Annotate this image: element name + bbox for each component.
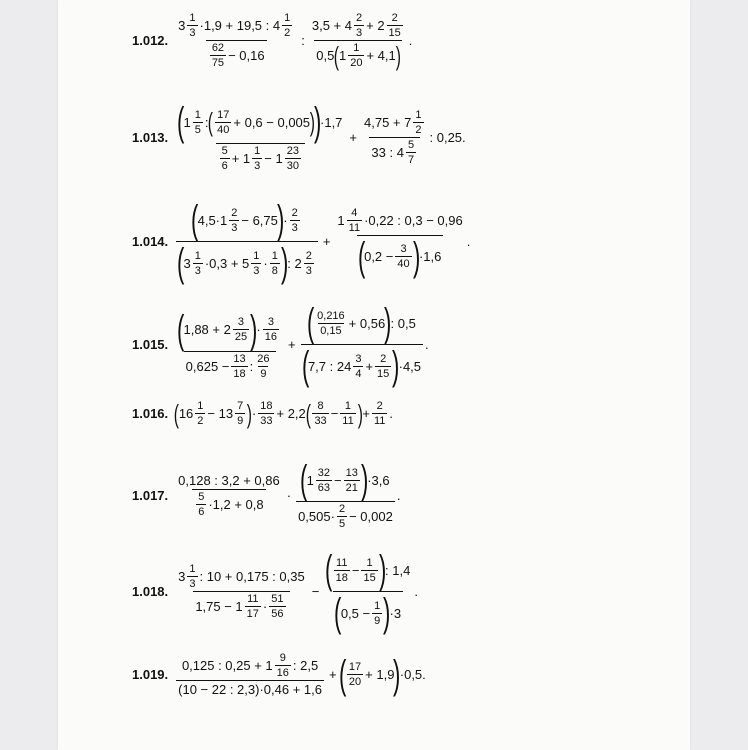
problem-1-015 (132, 303, 429, 386)
problem-number: 1.019. (132, 667, 169, 682)
expression: 0,128 : 3,2 + 0,86 $\frac{5}{6}$ ·1,2 + 0,8 · ( 1 $\frac{32}{63}$ − $\frac{13}{21}$ ) ·3,6 0,505· $\frac{2}{5}$ − 0,002 . (178, 458, 401, 530)
problem-number: 1.017. (132, 487, 169, 503)
expression: ( 16 $\frac{1}{2}$ − 13 $\frac{7}{9}$ ) · $\frac{18}{33}$ + 2,2 ( $\frac{8}{33}$ − $\frac{1}{11}$ ) + $\frac{2}{11}$ . (173, 398, 394, 429)
fraction: 3,5 + 4 $\frac{2}{3}$ + 2 $\frac{2}{15}$ 0,5 ( 1 $\frac{1}{20}$ + 4,1 ) (311, 12, 401, 71)
problem-1-012 (132, 12, 412, 69)
problem-number: 1.015. (132, 337, 169, 352)
problem-1-016 (132, 400, 393, 427)
expression: 3 $\frac{1}{3}$ : 10 + 0,175 : 0,35 1,75 − 1 $\frac{11}{17}$ · $\frac{51}{56}$ − ( $\frac{11}{18}$ − $\frac{1}{15}$ ) : 1,4 ( 0,5 − $\frac{1}{9}$ ) ·3 . (178, 548, 418, 635)
expression: ( 4,5·1 $\frac{2}{3}$ − 6,75 ) · $\frac{2}{3}$ ( 3 $\frac{1}{3}$ ·0,3 + 5 $\frac{1}{3}$ · $\frac{1}{8}$ ) : 2 $\frac{2}{3}$ + 1 $\frac{4}{11}$ ·0,22 : 0,3 − 0,96 ( 0,2 − $\frac{3}{40}$ ) ·1,6 . (177, 198, 471, 285)
problem-1-013 (132, 102, 466, 172)
problem-1-018 (132, 550, 418, 633)
expression: 0,125 : 0,25 + 1 $\frac{9}{16}$ : 2,5 (10 − 22 : 2,3)·0,46 + 1,6 + ( $\frac{17}{20}$ + 1,9 ) ·0,5. (178, 652, 426, 697)
problem-number: 1.016. (132, 406, 169, 421)
expression: ( 1,88 + 2 $\frac{3}{25}$ ) · $\frac{3}{16}$ 0,625 − $\frac{13}{18}$ : $\frac{26}{9}$ + ( $\frac{0,216}{0,15}$ + 0,56 ) : 0,5 ( 7,7 : 24 $\frac{3}{4}$ + $\frac{2}{15}$ ) ·4,5 . (177, 301, 429, 388)
expression: ( 1 $\frac{1}{5}$ : ( $\frac{17}{40}$ + 0,6 − 0,005 ) ) ·1,7 $\frac{5}{6}$ + 1 $\frac{1}{3}$ − 1 $\frac{23}{30}$ + 4,75 + 7 $\frac{1}{2}$ 33 : 4 $\frac{5}{7}$ : 0,25. (177, 100, 466, 172)
problem-number: 1.013. (132, 129, 169, 145)
fraction: 3 $\frac{1}{3}$ ·1,9 + 19,5 : 4 $\frac{1}{2}$ $\frac{62}{75}$ − 0,16 (178, 12, 291, 69)
problem-1-014 (132, 200, 470, 283)
expression: 3 $\frac{1}{3}$ ·1,9 + 19,5 : 4 $\frac{1}{2}$ $\frac{62}{75}$ − 0,16 : 3,5 + 4 $\frac{2}{3}$ + 2 $\frac{2}{15}$ 0,5 ( 1 $\frac{1}{20}$ + 4,1 ) . (178, 12, 413, 71)
problem-number: 1.014. (132, 234, 169, 249)
problem-number: 1.018. (132, 584, 169, 599)
problem-1-019 (132, 652, 426, 697)
problem-1-017 (132, 460, 400, 530)
problem-number: 1.012. (132, 33, 169, 48)
